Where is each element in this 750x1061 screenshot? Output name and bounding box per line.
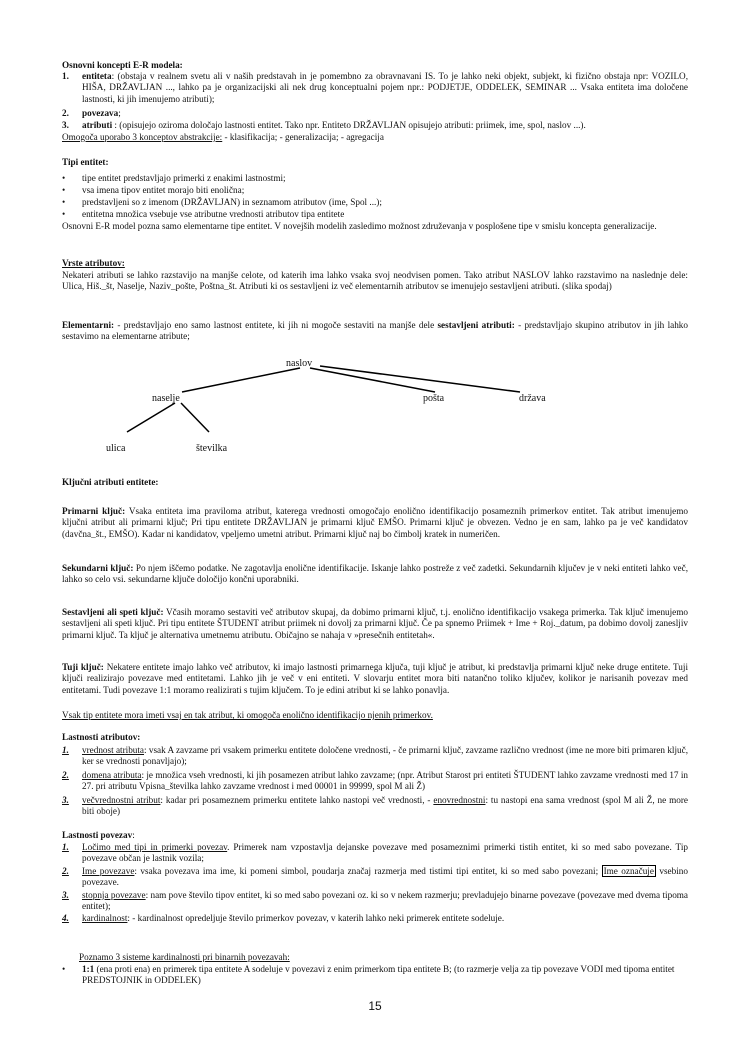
node-ulica: ulica <box>106 443 126 454</box>
section-title-key-attributes: Ključni atributi entitete: <box>62 477 159 487</box>
primary-key-paragraph <box>62 506 688 540</box>
list-item <box>62 890 688 913</box>
paragraph: Osnovni E-R model pozna samo elementarne tipe entitet. V novejših modelih zasledimo možnost združevanja v posplošene tipe v smislu koncepta generalizacije. <box>62 221 657 231</box>
text: : nam pove število tipov entitet, ki so med sabo povezani oz. ki so v nekem razmerju; prevladujejo binarne povezave (povezave med dvema tipoma entitet); <box>82 890 689 912</box>
term: Sekundarni ključ: <box>62 563 134 573</box>
section-title-attribute-types: Vrste atributov: <box>62 258 125 268</box>
text: . Primerek nam vzpostavlja dejanske povezave med posameznimi primerki tistih entitet, ki so med sabo povezane. Tip povezave občan je lastnik vozila; <box>82 842 688 864</box>
term: Primarni ključ: <box>62 506 126 516</box>
boxed-text: Ime označuje <box>603 866 654 876</box>
bullet-icon: • <box>62 209 66 219</box>
node-naslov: naslov <box>286 358 313 369</box>
page-number: 15 <box>368 999 382 1013</box>
section-title-er-concepts: Osnovni koncepti E-R modela: <box>62 60 183 70</box>
bullet-text: entitetna množica vsebuje vse atributne vrednosti atributov tipa entitete <box>82 209 345 219</box>
abstraction-text: - klasifikacija; - generalizacija; - agregacija <box>222 132 384 142</box>
list-item <box>62 745 688 768</box>
text: Po njem iščemo podatke. Ne zagotavlja enolične identifikacije. Iskanje lahko postreže z več zadetki. Sekundarnih ključev je v neki entiteti lahko več, lahko so celo vsi. sekundarne ključe določijo končni uporabniki. <box>62 563 688 585</box>
list-number: 4. <box>62 913 69 923</box>
secondary-key-paragraph <box>62 563 688 586</box>
text: : vsak A zavzame pri vsakem primerku entitete določene vrednosti, - če primarni ključ, zavzame različno vrednost (ime ne more biti primaren ključ, ker se vrednosti ponavljajo); <box>82 745 688 767</box>
text: : (opisujejo oziroma določajo lastnosti entitet. Tako npr. Entiteto DRŽAVLJAN opisujejo atributi: priimek, ime, spol, naslov ...). <box>112 120 586 130</box>
section-title-entity-types: Tipi entitet: <box>62 157 109 167</box>
term: večvrednostni atribut <box>82 795 161 805</box>
bullet-icon: • <box>62 185 66 195</box>
term: 1:1 <box>82 964 95 974</box>
list-number: 1. <box>62 745 69 755</box>
text: vsebino povezave. <box>82 866 688 888</box>
term: vrednost atributa <box>82 745 145 755</box>
term: entiteta <box>82 71 112 81</box>
node-posta: pošta <box>423 393 445 404</box>
composite-key-paragraph <box>62 607 688 641</box>
bullet-item <box>62 964 688 987</box>
text: - predstavljajo eno samo lastnost entitete, ki jih ni mogoče sestaviti na manjše dele <box>114 320 438 330</box>
text: : tu nastopi ena sama vrednost (spol M ali Ž, ne more biti oboje) <box>82 795 688 817</box>
term: Ločimo med tipi in primerki povezav <box>82 842 228 852</box>
list-number: 3. <box>62 120 69 130</box>
tree-edge <box>181 403 209 432</box>
foreign-key-paragraph <box>62 662 688 696</box>
bullet-text: vsa imena tipov entitet morajo biti enolična; <box>82 185 245 195</box>
paragraph: Nekateri atributi se lahko razstavijo na manjše celote, od katerih ima lahko vsaka svoj neodvisen pomen. Tako atribut NASLOV lahko razstavimo na naslednje dele: Ulica, Hiš._št, Naselje, Naziv_pošte, Poštna_št. Atributi ki os sestavljeni iz več elementarnih atributov se imenujejo sestavljeni atributi. (slika spodaj) <box>62 270 688 292</box>
bullet-text: tipe entitet predstavljajo primerki z enakimi lastnostmi; <box>82 173 286 183</box>
term: Sestavljeni ali speti ključ: <box>62 607 164 617</box>
section-title-attribute-properties: Lastnosti atributov: <box>62 732 141 742</box>
list-item <box>62 795 688 818</box>
list-number: 3. <box>62 795 69 805</box>
text: : je množica vseh vrednosti, ki jih posamezen atribut lahko zavzame; (npr. Atribut Starost pri entiteti ŠTUDENT lahko zavzame vrednosti med 17 in 27. pri atributu Vpisna_številka lahko zavzame vrednost i med 00001 in 99999, spol M ali Ž) <box>82 770 688 792</box>
key-rule: Vsak tip entitete mora imeti vsaj en tak atribut, ki omogoča enolično identifikacijo njenih primerkov. <box>62 710 433 720</box>
cardinality-title: Poznamo 3 sisteme kardinalnosti pri binarnih povezavah: <box>79 952 290 962</box>
bullet-icon: • <box>62 197 66 207</box>
text: : vsaka povezava ima ime, ki pomeni simbol, poudarja značaj razmerja med tistimi tipi entitet, ki so med sabo povezani; <box>134 866 602 876</box>
list-item <box>62 842 688 865</box>
tree-edge <box>320 366 520 392</box>
text: : kadar pri posameznem primerku entitete lahko nastopi več vrednosti, - <box>160 795 434 805</box>
list-number: 1. <box>62 842 69 852</box>
text: (ena proti ena) en primerek tipa entitete A sodeluje v povezavi z enim primerkom tipa entitete B; (to razmerje velja za tip povezave VODI med tipoma entitet PREDSTOJNIK in ODDELEK) <box>82 964 675 986</box>
node-stevilka: številka <box>196 443 228 454</box>
list-number: 3. <box>62 890 69 900</box>
list-item <box>62 770 688 793</box>
text: ; <box>118 108 121 118</box>
term: Ime povezave <box>82 866 135 876</box>
node-naselje: naselje <box>152 393 180 404</box>
node-drzava: država <box>519 393 546 404</box>
term: enovrednostni <box>433 795 486 805</box>
text: Nekatere entitete imajo lahko več atributov, ki imajo lastnosti primarnega ključa, tuji ključ je atribut, ki predstavlja primarni ključ neke druge entitete. Tuji ključi realizirajo povezave med entitetami. Lahko jih je več v eni entiteti. V slovarju entitet mora biti natančno toliko ključev, kolikor je narisanih povezav med entitetami. Tudi povezave 1:1 moramo realizirati s tujim ključem. To je edini atribut ki se lahko ponavlja. <box>62 662 688 695</box>
bullet-text: predstavljeni so z imenom (DRŽAVLJAN) in seznamom atributov (ime, Spol ...); <box>82 197 382 207</box>
list-item <box>62 913 688 924</box>
tree-edge <box>310 368 435 392</box>
bullet-icon: • <box>62 964 66 974</box>
title-text: Lastnosti povezav <box>62 830 133 840</box>
title-colon: : <box>132 830 135 840</box>
abstraction-label: Omogoča uporabo 3 konceptov abstrakcije: <box>62 132 223 142</box>
text: Vsaka entiteta ima praviloma atribut, katerega vrednosti omogočajo enolično identifikacijo posameznih primerkov entitet. Tak atribut imenujemo ključni atribut ali primarni ključ; Pri tipu entitete DRŽAVLJAN je primarni ključ EMŠO. Primarni ključ je obvezen. Vedno je en sam, lahko pa je več kandidatov (davčna_št., EMŠO). Kadar ni kandidatov, vpeljemo umetni atribut. Primarni ključ naj bo čimbolj kratek in numeričen. <box>62 506 688 539</box>
term: kardinalnost <box>82 913 128 923</box>
list-item <box>62 866 688 889</box>
tree-edge <box>127 403 175 432</box>
list-number: 1. <box>62 71 69 81</box>
term: povezava <box>82 108 119 118</box>
text: : - kardinalnost opredeljuje število primerkov povezav, v katerih lahko neki primerek entitete sodeluje. <box>127 913 505 923</box>
text: Včasih moramo sestaviti več atributov skupaj, da dobimo primarni ključ, t.j. enolično identifikacijo vsakega primerka. Tak ključ imenujemo sestavljeni ali speti ključ. Pri tipu entitete ŠTUDENT atribut priimek ni dovolj za primarni ključ. Če pa spnemo Priimek + Ime + Roj._datum, pa dobimo dovolj zanesljiv primarni ključ. Ta ključ je alternativa umetnemu atributu. Običajno se nahaja v »presečnih entitetah«. <box>62 607 689 640</box>
list-number: 2. <box>62 108 69 118</box>
term: atributi <box>82 120 113 130</box>
list-number: 2. <box>62 866 69 876</box>
tree-edge <box>182 368 300 392</box>
term: Elementarni: <box>62 320 115 330</box>
term: sestavljeni atributi: <box>437 320 515 330</box>
section-title-relationship-properties <box>62 830 135 841</box>
term: Tuji ključ: <box>62 662 104 672</box>
text: : (obstaja v realnem svetu ali v naših predstavah in je pomembno za obravnavani IS. To je lahko neki objekt, subjekt, ki fizično obstaja npr: VOZILO, HIŠA, DRŽAVLJAN ..., lahko pa je organizacijski ali nek drug konceptualni pojem npr.: PODJETJE, ODDELEK, SEMINAR ... Vsaka entiteta ima določene lastnosti, ki jih imenujemo atributi); <box>82 71 688 104</box>
list-number: 2. <box>62 770 69 780</box>
bullet-icon: • <box>62 173 66 183</box>
term: domena atributa <box>82 770 142 780</box>
term: stopnja povezave <box>82 890 146 900</box>
text: - predstavljajo skupino atributov in jih lahko sestavimo na elementarne atribute; <box>62 320 688 342</box>
